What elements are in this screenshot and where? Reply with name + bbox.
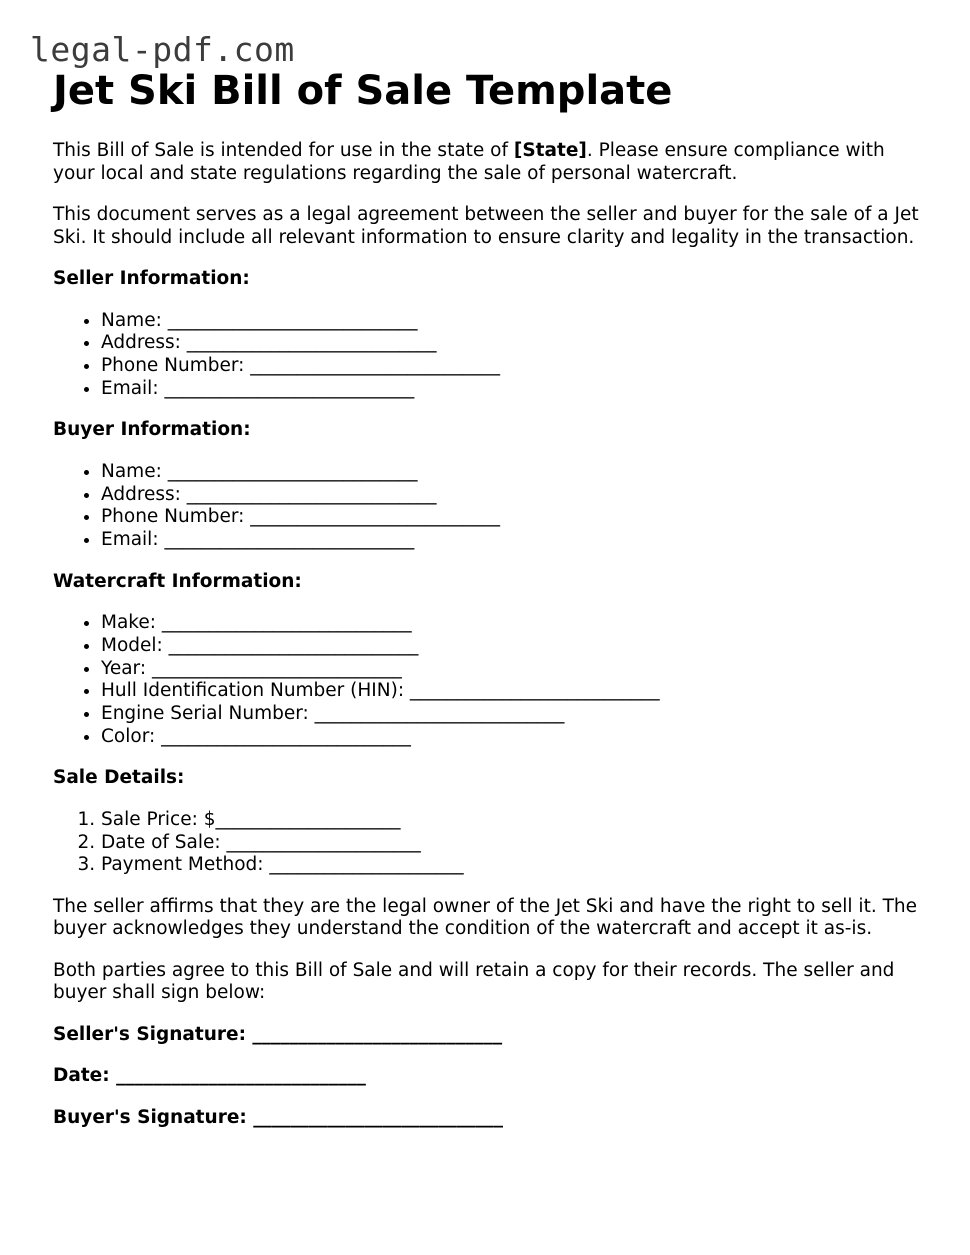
buyer-email-field: • Email: ___________________________ <box>101 529 923 552</box>
intro-paragraph-purpose: This document serves as a legal agreement between the seller and buyer for the sale of a Jet Ski. It should include all relevant information to ensure clarity and legality in the transaction. <box>53 204 919 248</box>
seller-signature-line: Seller's Signature: ___________________________ <box>53 1023 503 1045</box>
buyer-information-list <box>53 461 923 552</box>
buyer-signature-line: Buyer's Signature: ___________________________ <box>53 1106 503 1128</box>
intro-text-before: This Bill of Sale is intended for use in the state of <box>53 140 514 161</box>
seller-name-field: • Name: ___________________________ <box>101 310 923 333</box>
intro-text-after: . Please ensure compliance with your local and state regulations regarding the sale of personal watercraft. <box>53 140 885 184</box>
seller-information-list <box>53 310 923 401</box>
watercraft-year-field: • Year: ___________________________ <box>101 658 923 681</box>
seller-phone-field: • Phone Number: ___________________________ <box>101 355 923 378</box>
watercraft-hin-field: • Hull Identification Number (HIN): ___________________________ <box>101 680 923 703</box>
buyer-name-field: • Name: ___________________________ <box>101 461 923 484</box>
watercraft-information-list <box>53 612 923 748</box>
document-body <box>53 66 923 1129</box>
payment-method-field: 3. Payment Method: _____________________ <box>101 854 923 877</box>
buyer-information-heading: Buyer Information: <box>53 419 251 441</box>
buyer-phone-field: • Phone Number: ___________________________ <box>101 506 923 529</box>
seller-email-field: • Email: ___________________________ <box>101 378 923 401</box>
sale-price-field: 1. Sale Price: $____________________ <box>101 809 923 832</box>
signature-date-line: Date: ___________________________ <box>53 1065 366 1087</box>
watercraft-information-heading: Watercraft Information: <box>53 570 302 592</box>
watercraft-make-field: • Make: ___________________________ <box>101 612 923 635</box>
watercraft-model-field: • Model: ___________________________ <box>101 635 923 658</box>
agreement-paragraph: Both parties agree to this Bill of Sale and will retain a copy for their records. The seller and buyer shall sign below: <box>53 959 895 1004</box>
buyer-address-field: • Address: ___________________________ <box>101 484 923 507</box>
seller-information-heading: Seller Information: <box>53 268 250 289</box>
sale-details-heading: Sale Details: <box>53 767 185 789</box>
watercraft-color-field: • Color: ___________________________ <box>101 726 923 749</box>
page-title: Jet Ski Bill of Sale Template <box>53 68 673 114</box>
watercraft-engine-serial-field: • Engine Serial Number: ___________________________ <box>101 703 923 726</box>
sale-details-list <box>53 809 923 877</box>
sale-date-field: 2. Date of Sale: _____________________ <box>101 832 923 855</box>
intro-paragraph-state <box>53 140 923 185</box>
seller-address-field: • Address: ___________________________ <box>101 332 923 355</box>
ownership-affirmation-paragraph: The seller affirms that they are the legal owner of the Jet Ski and have the right to sell it. The buyer acknowledges they understand the condition of the watercraft and accept it as-is. <box>53 895 917 940</box>
watermark: legal-pdf.com <box>30 30 295 69</box>
state-placeholder: [State] <box>513 140 587 161</box>
